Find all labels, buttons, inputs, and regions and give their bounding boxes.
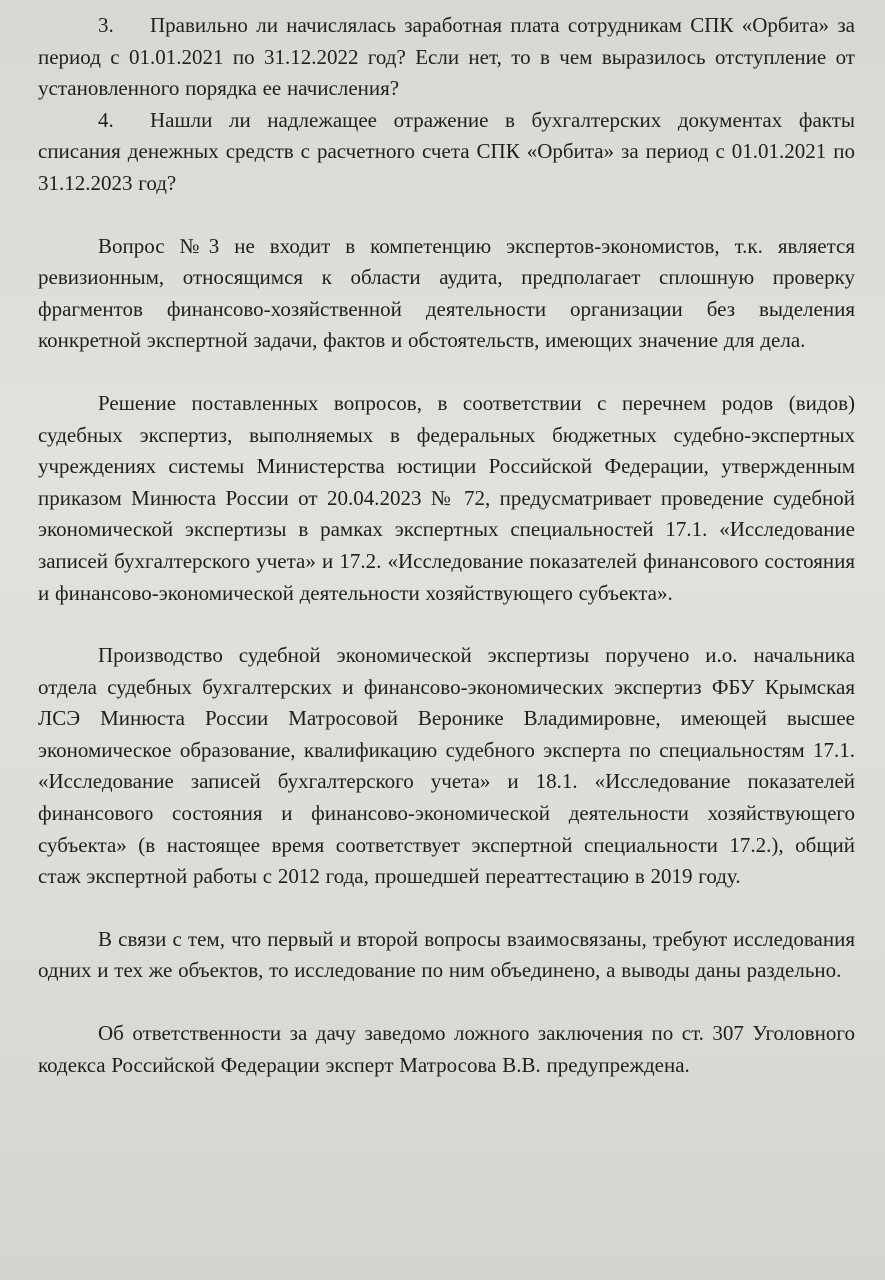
spacer	[38, 987, 855, 1018]
question-4-text: Нашли ли надлежащее отражение в бухгалтерских документах факты списания денежных средств с расчетного счета СПК «Орбита» за период с 01.01.2021 по 31.12.2023 год?	[38, 107, 855, 195]
question-4	[38, 105, 855, 200]
paragraph-question-3-competence: Вопрос №3 не входит в компетенцию экспертов-экономистов, т.к. является ревизионным, относящимся к области аудита, предполагает сплошную проверку фрагментов финансово-хозяйственной деятельности организации без выделения конкретной экспертной задачи, фактов и обстоятельств, имеющих значение для дела.	[38, 233, 855, 353]
spacer	[38, 200, 855, 231]
paragraph-expert-assignment: Производство судебной экономической экспертизы поручено и.о. начальника отдела судебных бухгалтерских и финансово-экономических экспертиз ФБУ Крымская ЛСЭ Минюста России Матросовой Веронике Владимировне, имеющей высшее экономическое образование, квалификацию судебного эксперта по специальностям 17.1. «Исследование записей бухгалтерского учета» и 18.1. «Исследование показателей финансового состояния и финансово-экономической деятельности хозяйствующего субъекта» (в настоящее время соответствует экспертной специальности 17.2.), общий стаж экспертной работы с 2012 года, прошедшей переаттестацию в 2019 году.	[38, 643, 855, 889]
question-3	[38, 10, 855, 105]
question-3-text: Правильно ли начислялась заработная плата сотрудникам СПК «Орбита» за период с 01.01.2021 по 31.12.2022 год? Если нет, то в чем выразилось отступление от установленного порядка ее начисления?	[38, 13, 855, 101]
spacer	[38, 609, 855, 640]
question-4-number: 4.	[98, 107, 114, 132]
spacer	[38, 893, 855, 924]
paragraph-questions-combined: В связи с тем, что первый и второй вопросы взаимосвязаны, требуют исследования одних и тех же объектов, то исследование по ним объединено, а выводы даны раздельно.	[38, 926, 855, 983]
question-3-number: 3.	[98, 13, 114, 37]
paragraph-liability-warning: Об ответственности за дачу заведомо ложного заключения по ст. 307 Уголовного кодекса Российской Федерации эксперт Матросова В.В. предупреждена.	[38, 1021, 855, 1077]
paragraph-expertise-specialties: Решение поставленных вопросов, в соответствии с перечнем родов (видов) судебных экспертиз, выполняемых в федеральных бюджетных судебно-экспертных учреждениях системы Министерства юстиции Российской Федерации, утвержденным приказом Минюста России от 20.04.2023 № 72, предусматривает проведение судебной экономической экспертизы в рамках экспертных специальностей 17.1. «Исследование записей бухгалтерского учета» и 17.2. «Исследование показателей финансового состояния и финансово-экономической деятельности хозяйствующего субъекта».	[38, 390, 855, 605]
spacer	[38, 357, 855, 388]
